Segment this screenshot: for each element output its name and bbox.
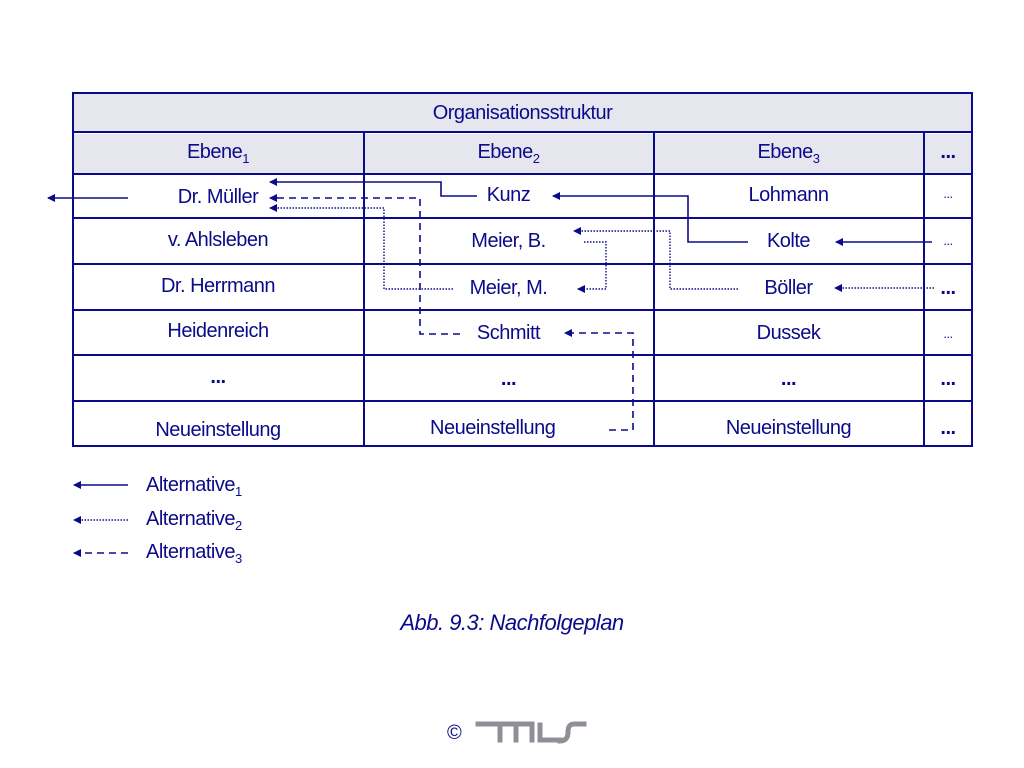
table-cell: ... — [940, 277, 956, 299]
legend-symbols — [74, 485, 128, 553]
table-cell: Meier, B. — [471, 230, 546, 252]
table-cell: Heidenreich — [167, 320, 269, 342]
table-cell: Böller — [764, 277, 813, 299]
table-cell: v. Ahlsleben — [167, 229, 269, 251]
table-cell: Lohmann — [748, 184, 829, 206]
table-cell: Neueinstellung — [155, 419, 281, 441]
header-ebene-1: Ebene$_1$ — [186, 141, 250, 166]
table-title: Organisationsstruktur — [432, 102, 613, 124]
figure-caption: Abb. 9.3: Nachfolgeplan — [400, 610, 624, 635]
table-cell: ... — [943, 233, 953, 248]
copyright-symbol: © — [447, 722, 462, 744]
table-cell: Schmitt — [476, 322, 541, 344]
legend-alternative-2: Alternative$_2$ — [146, 508, 242, 533]
legend-alternative-1: Alternative$_1$ — [146, 474, 242, 499]
table-cell: Kunz — [486, 184, 531, 206]
table-cell: ... — [940, 417, 956, 439]
table-cell: ... — [943, 326, 953, 341]
table-cell: Meier, M. — [469, 277, 548, 299]
legend-alternative-3: Alternative$_3$ — [146, 541, 242, 566]
table-cell: Neueinstellung — [725, 417, 852, 439]
table-cell: Neueinstellung — [430, 417, 556, 439]
header-more: ... — [940, 141, 956, 163]
table-cell: ... — [500, 368, 517, 390]
table-cell: ... — [940, 368, 956, 390]
table-cell: ... — [780, 368, 797, 390]
header-ebene-3: Ebene$_3$ — [757, 141, 820, 166]
mis-logo — [478, 724, 584, 741]
table-cell: Dussek — [756, 322, 821, 344]
table-cell: ... — [210, 366, 226, 388]
table-cell: Dr. Müller — [177, 186, 259, 208]
table-cell: ... — [943, 186, 953, 201]
table-cell: Kolte — [766, 230, 811, 252]
header-ebene-2: Ebene$_2$ — [477, 141, 540, 166]
table-cell: Dr. Herrmann — [160, 275, 276, 297]
